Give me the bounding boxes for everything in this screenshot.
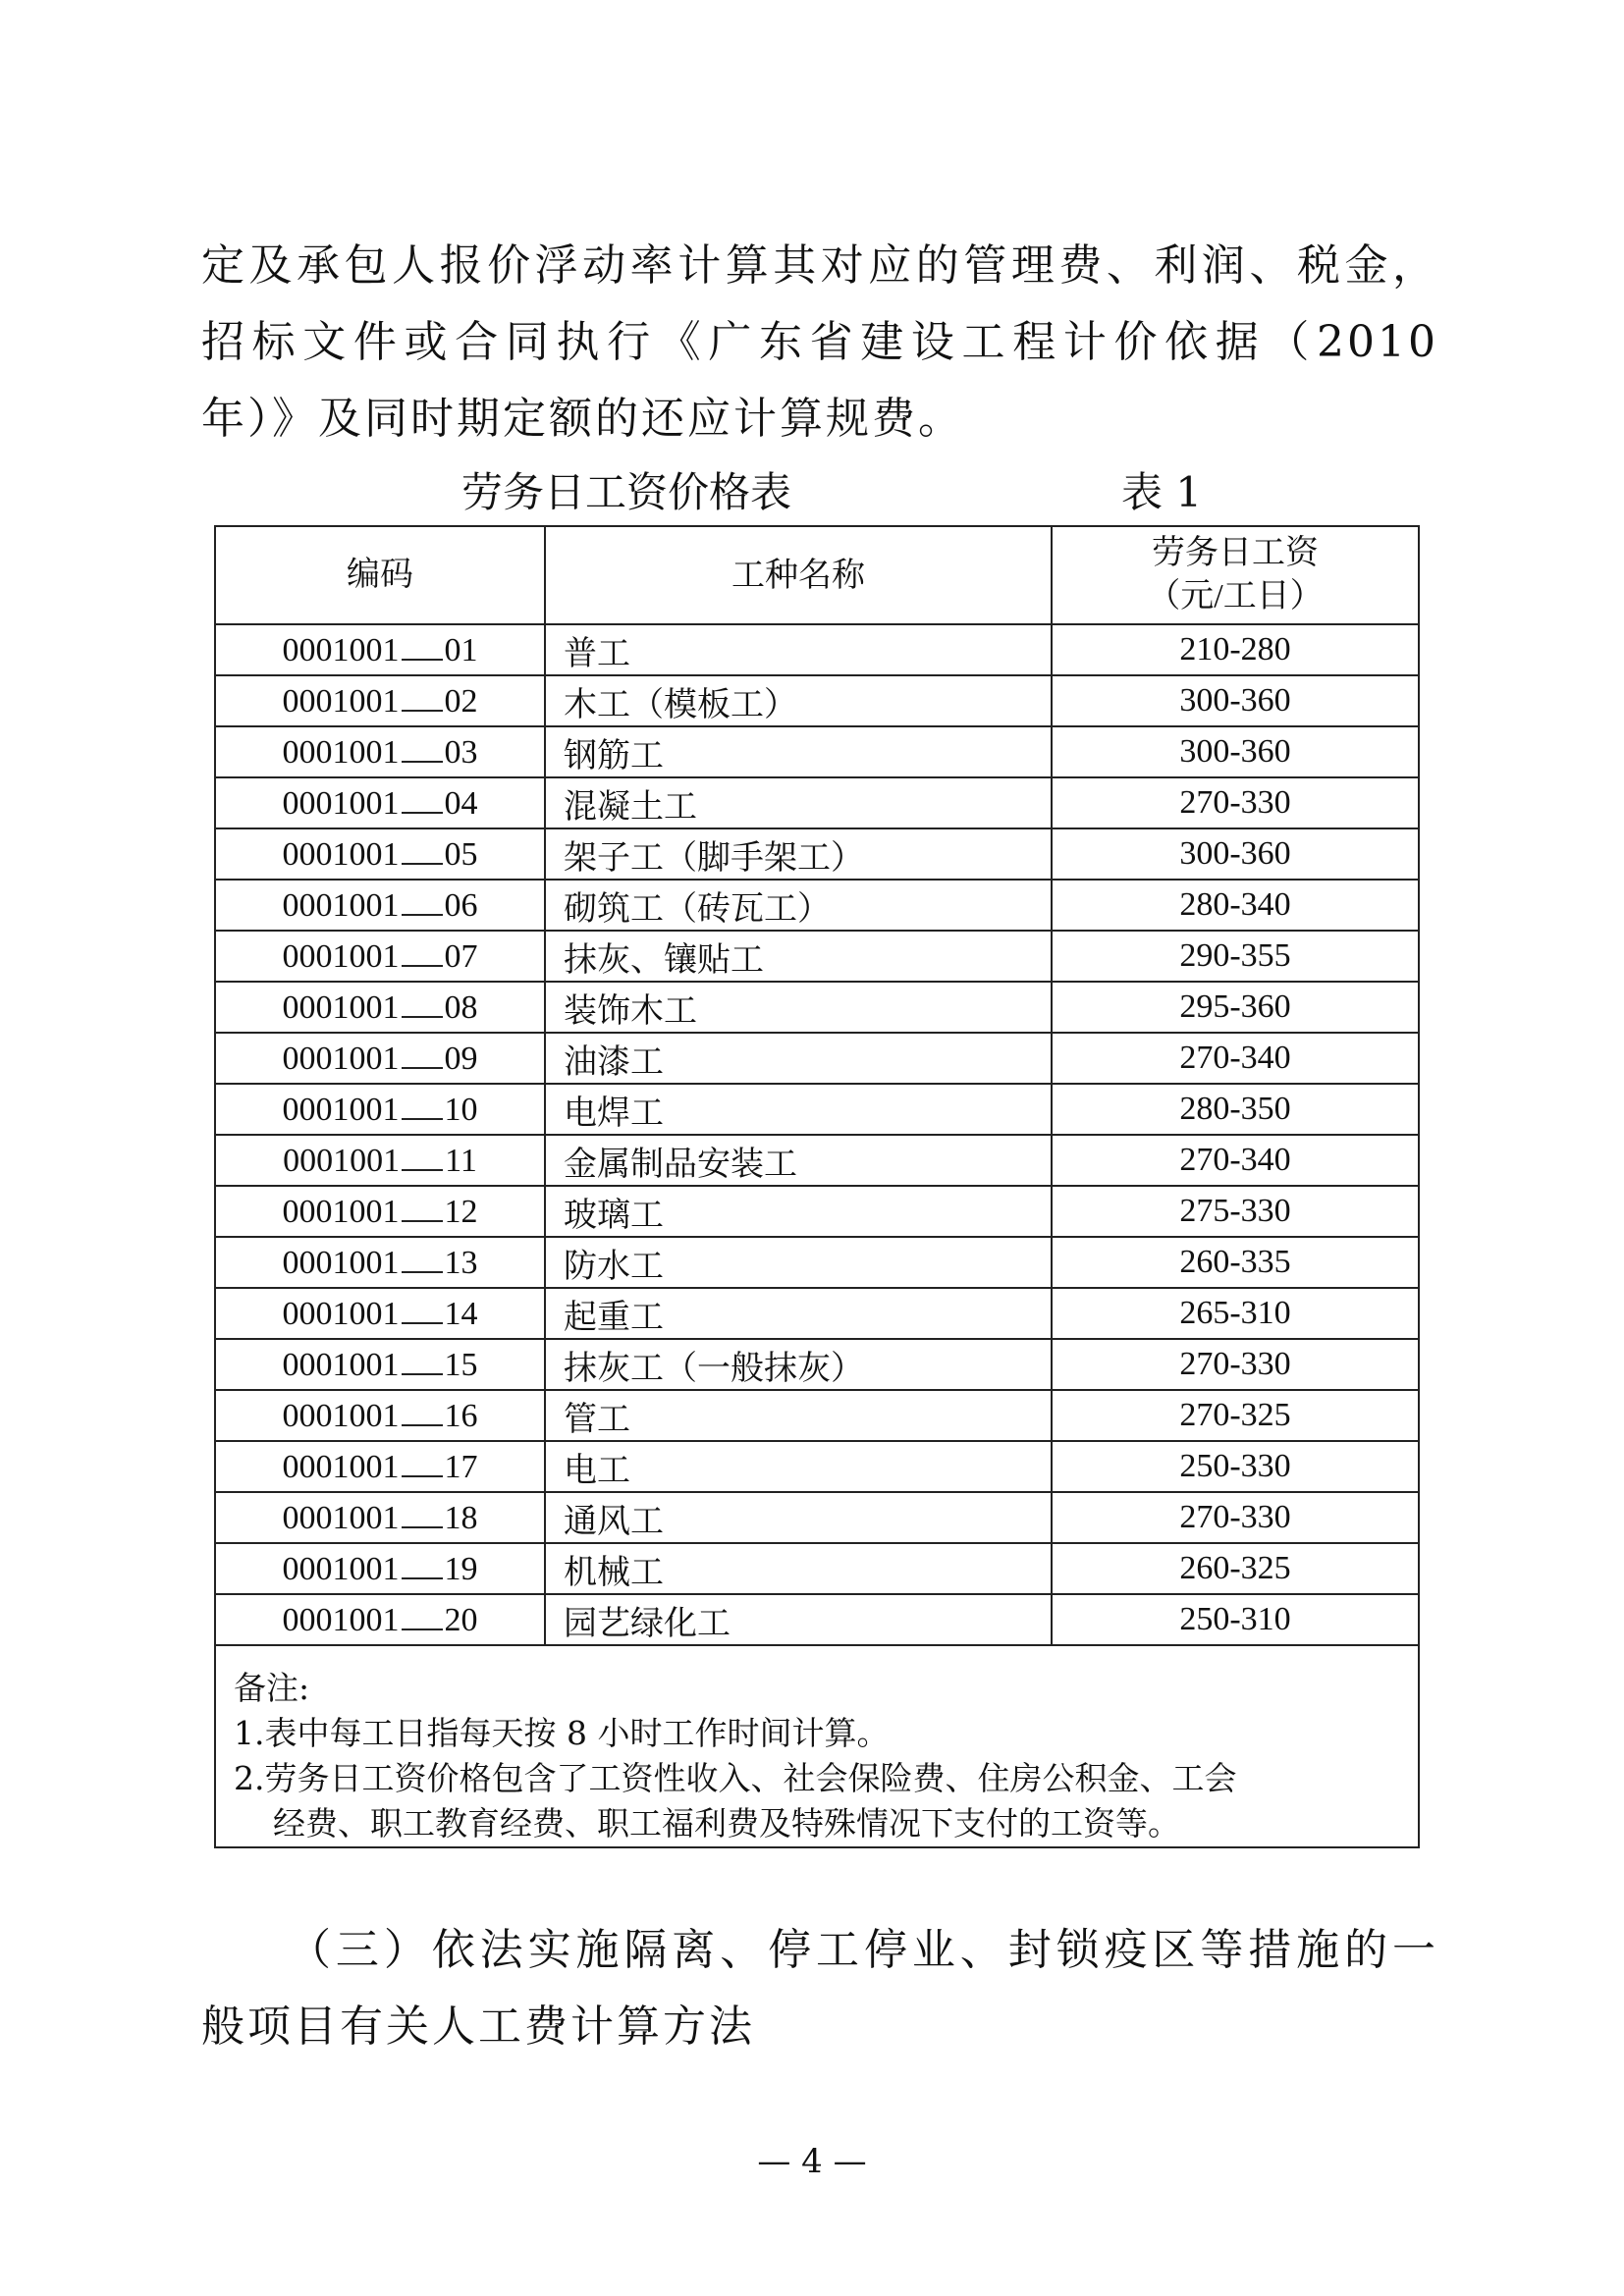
table-row: [215, 1135, 1419, 1186]
row-wage: 260-325: [1052, 1543, 1419, 1594]
row-name: 园艺绿化工: [545, 1594, 1052, 1645]
row-code-prefix: 0001001: [282, 1550, 400, 1587]
code-separator: [402, 1397, 443, 1426]
row-name: 电焊工: [545, 1084, 1052, 1135]
row-name: 抹灰工（一般抹灰）: [545, 1339, 1052, 1390]
code-separator: [402, 937, 443, 967]
row-name: 金属制品安装工: [545, 1135, 1052, 1186]
table-row: [215, 1084, 1419, 1135]
row-name: 装饰木工: [545, 982, 1052, 1033]
row-code-suffix: 04: [444, 784, 478, 822]
code-separator: [402, 1244, 443, 1273]
row-name: 混凝土工: [545, 777, 1052, 828]
row-wage: 260-335: [1052, 1237, 1419, 1288]
row-code: [215, 880, 545, 931]
code-separator: [402, 1142, 443, 1171]
row-code-prefix: 0001001: [282, 784, 400, 822]
row-code-prefix: 0001001: [282, 1346, 400, 1383]
row-wage: 275-330: [1052, 1186, 1419, 1237]
table-row: [215, 1288, 1419, 1339]
row-name: 通风工: [545, 1492, 1052, 1543]
row-code-suffix: 19: [444, 1550, 478, 1587]
code-separator: [402, 1295, 443, 1324]
table-row: [215, 1033, 1419, 1084]
row-code-prefix: 0001001: [282, 886, 400, 924]
row-code: [215, 1543, 545, 1594]
code-separator: [402, 988, 443, 1018]
code-separator: [402, 784, 443, 814]
table-number: 表 1: [1121, 468, 1203, 516]
row-code-prefix: 0001001: [282, 682, 400, 720]
row-code: [215, 1441, 545, 1492]
table-header-row: [215, 526, 1419, 624]
row-code: [215, 1492, 545, 1543]
code-separator: [402, 1550, 443, 1579]
row-code-prefix: 0001001: [282, 1397, 400, 1434]
table-title: 劳务日工资价格表: [461, 468, 792, 516]
row-name: 抹灰、镶贴工: [545, 931, 1052, 982]
intro-paragraph: 定及承包人报价浮动率计算其对应的管理费、利润、税金，招标文件或合同执行《广东省建设工程计价依据（2010 年）》及同时期定额的还应计算规费。: [201, 240, 1438, 444]
table-row: [215, 982, 1419, 1033]
row-code-prefix: 0001001: [282, 631, 400, 668]
notes-heading: 备注:: [234, 1669, 310, 1707]
code-separator: [402, 1448, 443, 1477]
row-wage: 300-360: [1052, 675, 1419, 726]
row-code: [215, 1594, 545, 1645]
table-row: [215, 1441, 1419, 1492]
row-code: [215, 1390, 545, 1441]
code-separator: [402, 1346, 443, 1375]
row-name: 起重工: [545, 1288, 1052, 1339]
row-wage: 270-340: [1052, 1135, 1419, 1186]
row-code: [215, 1033, 545, 1084]
table-row: [215, 1237, 1419, 1288]
table-row: [215, 1186, 1419, 1237]
row-code-suffix: 07: [444, 937, 478, 975]
header-wage-line2: （元/工日）: [1147, 578, 1324, 614]
row-code-suffix: 17: [444, 1448, 478, 1485]
row-code-suffix: 03: [444, 733, 478, 771]
table-row: [215, 1339, 1419, 1390]
row-name: 砌筑工（砖瓦工）: [545, 880, 1052, 931]
row-code: [215, 726, 545, 777]
row-code-prefix: 0001001: [283, 1142, 401, 1179]
row-code-suffix: 01: [444, 631, 478, 668]
row-code-prefix: 0001001: [282, 1091, 400, 1128]
notes-cell: [215, 1645, 1419, 1847]
row-code-suffix: 16: [444, 1397, 478, 1434]
row-code: [215, 931, 545, 982]
row-name: 油漆工: [545, 1033, 1052, 1084]
row-name: 防水工: [545, 1237, 1052, 1288]
row-code-suffix: 15: [444, 1346, 478, 1383]
table-row: [215, 880, 1419, 931]
row-code-suffix: 05: [444, 835, 478, 873]
row-code-prefix: 0001001: [282, 733, 400, 771]
row-name: 电工: [545, 1441, 1052, 1492]
row-wage: 300-360: [1052, 828, 1419, 880]
row-wage: 300-360: [1052, 726, 1419, 777]
code-separator: [402, 1193, 443, 1222]
row-name: 管工: [545, 1390, 1052, 1441]
row-wage: 270-330: [1052, 1492, 1419, 1543]
table-row: [215, 1492, 1419, 1543]
page-number: — 4 —: [757, 2142, 867, 2181]
row-code: [215, 1186, 545, 1237]
table-row: [215, 1543, 1419, 1594]
row-code: [215, 1135, 545, 1186]
header-code: 编码: [215, 526, 545, 624]
code-separator: [402, 1601, 443, 1630]
table-row: [215, 931, 1419, 982]
row-code-prefix: 0001001: [282, 1499, 400, 1536]
row-code-suffix: 09: [444, 1040, 478, 1077]
row-code-prefix: 0001001: [282, 937, 400, 975]
row-code: [215, 1237, 545, 1288]
code-separator: [402, 682, 443, 712]
code-separator: [402, 1499, 443, 1528]
row-name: 钢筋工: [545, 726, 1052, 777]
note-2-line1: 2.劳务日工资价格包含了工资性收入、社会保险费、住房公积金、工会: [234, 1759, 1237, 1797]
row-code-suffix: 20: [444, 1601, 478, 1638]
note-1: 1.表中每工日指每天按 8 小时工作时间计算。: [234, 1714, 890, 1752]
header-name: 工种名称: [545, 526, 1052, 624]
row-name: 木工（模板工）: [545, 675, 1052, 726]
row-wage: 280-350: [1052, 1084, 1419, 1135]
row-code: [215, 1339, 545, 1390]
row-wage: 270-340: [1052, 1033, 1419, 1084]
row-code: [215, 982, 545, 1033]
row-name: 普工: [545, 624, 1052, 675]
row-code: [215, 624, 545, 675]
table-row: [215, 1594, 1419, 1645]
table-row: [215, 726, 1419, 777]
row-wage: 270-330: [1052, 777, 1419, 828]
header-wage-line1: 劳务日工资: [1152, 535, 1319, 571]
row-wage: 290-355: [1052, 931, 1419, 982]
row-wage: 280-340: [1052, 880, 1419, 931]
table-row: [215, 777, 1419, 828]
row-wage: 270-325: [1052, 1390, 1419, 1441]
notes-row: [215, 1645, 1419, 1847]
row-code-suffix: 18: [444, 1499, 478, 1536]
row-code-prefix: 0001001: [282, 1244, 400, 1281]
wage-price-table: [214, 525, 1420, 1848]
row-wage: 265-310: [1052, 1288, 1419, 1339]
row-code-prefix: 0001001: [282, 1295, 400, 1332]
row-code-suffix: 10: [444, 1091, 478, 1128]
table-row: [215, 624, 1419, 675]
row-wage: 250-330: [1052, 1441, 1419, 1492]
row-code: [215, 777, 545, 828]
table-row: [215, 1390, 1419, 1441]
row-code-prefix: 0001001: [282, 988, 400, 1026]
row-code-suffix: 14: [444, 1295, 478, 1332]
code-separator: [402, 886, 443, 916]
row-name: 机械工: [545, 1543, 1052, 1594]
row-code-suffix: 06: [444, 886, 478, 924]
row-code: [215, 1084, 545, 1135]
row-code-prefix: 0001001: [282, 1193, 400, 1230]
table-row: [215, 828, 1419, 880]
row-code: [215, 828, 545, 880]
table-row: [215, 675, 1419, 726]
code-separator: [402, 1091, 443, 1120]
code-separator: [402, 631, 443, 661]
row-code-suffix: 02: [444, 682, 478, 720]
row-wage: 210-280: [1052, 624, 1419, 675]
row-code-prefix: 0001001: [282, 1448, 400, 1485]
row-name: 架子工（脚手架工）: [545, 828, 1052, 880]
row-code-suffix: 13: [444, 1244, 478, 1281]
row-code: [215, 1288, 545, 1339]
code-separator: [402, 835, 443, 865]
row-wage: 295-360: [1052, 982, 1419, 1033]
row-wage: 270-330: [1052, 1339, 1419, 1390]
row-code-prefix: 0001001: [282, 835, 400, 873]
row-code-suffix: 11: [445, 1142, 477, 1179]
row-name: 玻璃工: [545, 1186, 1052, 1237]
row-code-suffix: 12: [444, 1193, 478, 1230]
code-separator: [402, 733, 443, 763]
row-code: [215, 675, 545, 726]
section-paragraph: （三）依法实施隔离、停工停业、封锁疫区等措施的一般项目有关人工费计算方法: [201, 1925, 1438, 2052]
header-wage: [1052, 526, 1419, 624]
row-code-prefix: 0001001: [282, 1040, 400, 1077]
row-wage: 250-310: [1052, 1594, 1419, 1645]
code-separator: [402, 1040, 443, 1069]
note-2-line2: 经费、职工教育经费、职工福利费及特殊情况下支付的工资等。: [273, 1804, 1180, 1842]
row-code-prefix: 0001001: [282, 1601, 400, 1638]
row-code-suffix: 08: [444, 988, 478, 1026]
